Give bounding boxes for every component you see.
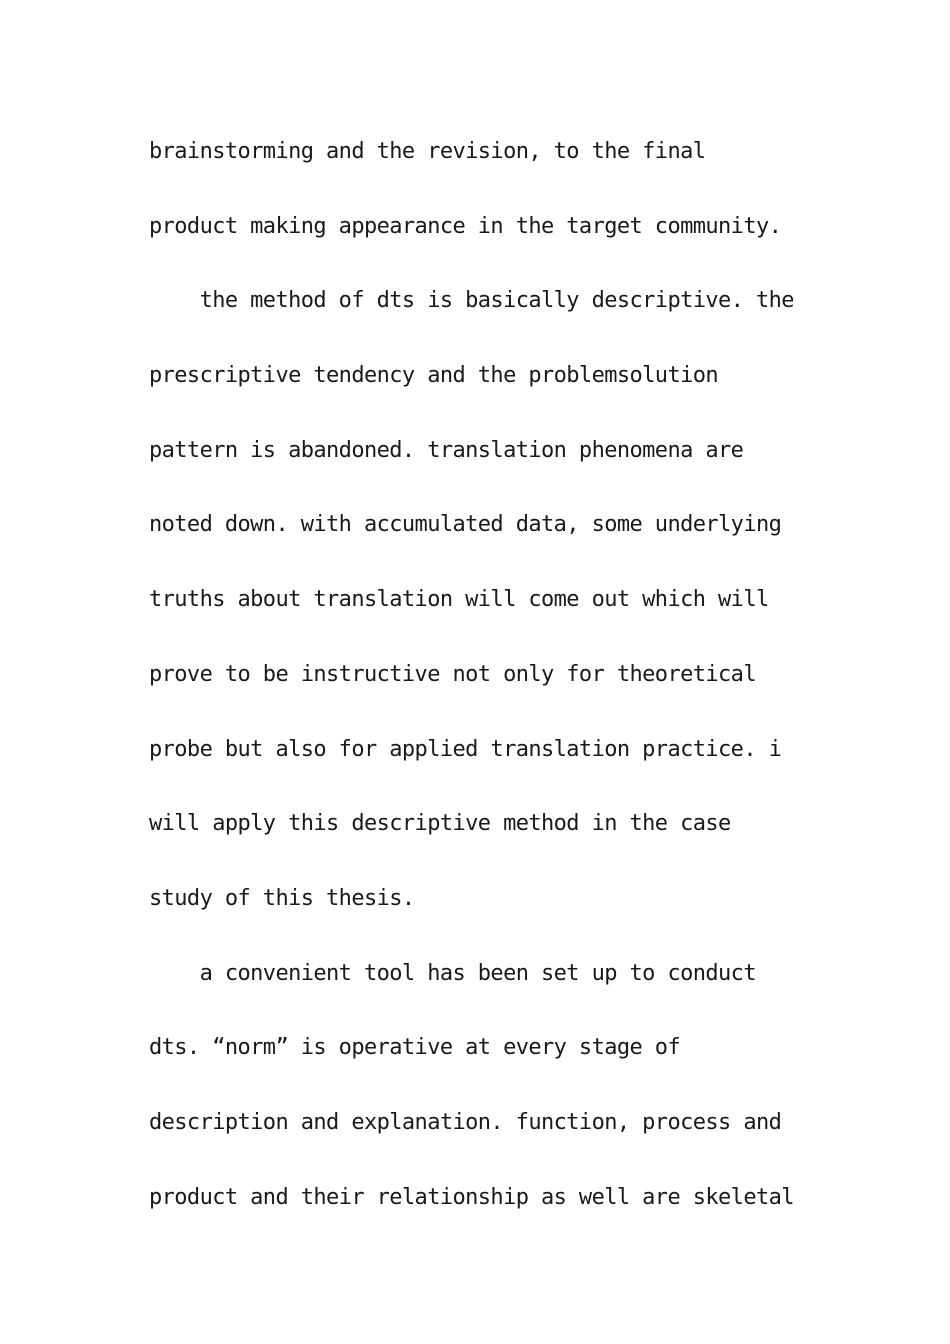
text-line: noted down. with accumulated data, some underlying	[149, 512, 782, 538]
text-line: product making appearance in the target community.	[149, 213, 782, 239]
text-line: brainstorming and the revision, to the final	[149, 139, 706, 164]
document-body	[149, 133, 849, 1253]
text-line: prove to be instructive not only for theoretical	[149, 661, 756, 687]
text-line: pattern is abandoned. translation phenomena are	[149, 437, 744, 463]
text-line: truths about translation will come out which will	[149, 587, 769, 613]
text-line: prescriptive tendency and the problemsolution	[149, 363, 719, 389]
text-line: product and their relationship as well are skeletal	[149, 1184, 794, 1210]
text-line: description and explanation. function, process and	[149, 1109, 782, 1135]
text-line: a convenient tool has been set up to conduct	[149, 960, 756, 986]
text-line: study of this thesis.	[149, 885, 415, 911]
text-line: probe but also for applied translation practice. i	[149, 736, 782, 762]
text-line: the method of dts is basically descriptive. the	[149, 288, 794, 314]
text-line: will apply this descriptive method in the case	[149, 811, 731, 837]
text-line: dts. “norm” is operative at every stage of	[149, 1035, 681, 1061]
